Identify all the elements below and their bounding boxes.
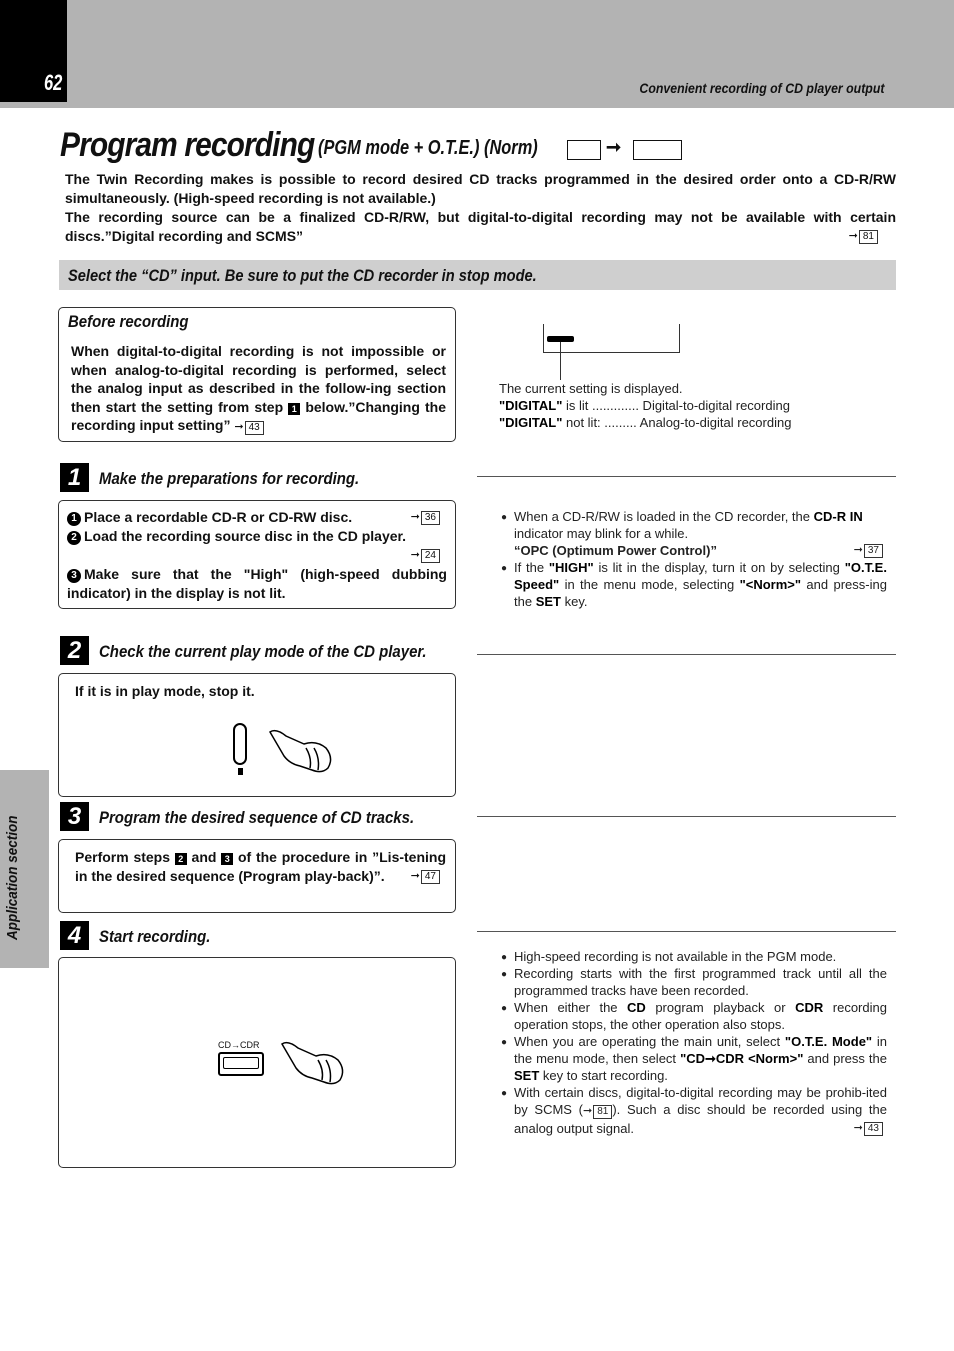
step-1-item-2-text: Load the recording source disc in the CD player. [84,528,407,544]
intro-text [65,170,896,246]
bullet-icon: ● [501,512,508,523]
step-2-body: If it is in play mode, stop it. [75,683,255,699]
before-recording-body: When digital-to-digital recording is not impossible or when analog-to-digital recording is performed, select the analog input as described in the follow-ing section then start the setting from step 1 below.”Changing the recording input setting” ➞ 43 [71,343,447,433]
before-text-b: below.”Changing the recording input setting” [71,398,447,433]
page-number: 62 [44,70,63,95]
display-source-box [567,140,601,160]
step-4-heading: Start recording. [99,927,211,946]
display-row-2 [499,414,791,431]
intro-line-1: The Twin Recording makes is possible to record desired CD tracks programmed in the desired order onto a CD-R/RW simultaneously. (High-speed recording is not available.) [65,171,896,206]
display-target-box [633,140,682,160]
stop-key-icon [234,724,246,764]
page-subtitle: (PGM mode + O.T.E.) (Norm) [318,137,538,159]
bullet-icon: ● [501,563,508,574]
note-item: ● When a CD-R/RW is loaded in the CD recorder, the CD-R IN indicator may blink for a while. [501,509,863,541]
book-icon: 36 [421,511,440,525]
display-row-1 [499,397,790,414]
note-item: ● Recording starts with the first programmed track until all the programmed tracks have been recorded. [501,966,887,998]
number-icon: 2 [67,531,81,545]
note-item: ● When either the CD program playback or CDR recording operation stops, the other operation also stops. [501,1000,887,1032]
display-row-1-key: "DIGITAL" [499,398,563,413]
divider [477,816,896,817]
side-section-label: Application section [4,815,21,940]
step-3-heading: Program the desired sequence of CD tracks. [99,808,415,827]
page-ref: ➞ 81 [849,227,878,246]
cd-cdr-key [218,1052,264,1076]
display-row-2-key: "DIGITAL" [499,415,563,430]
step-1-item-3-text: Make sure that the "High" (high-speed dubbing indicator) in the display is not lit. [67,566,447,601]
divider [477,931,896,932]
instruction-banner-text: Select the “CD” input. Be sure to put the CD recorder in stop mode. [68,266,537,285]
step-1-item-1: 1 Place a recordable CD-R or CD-RW disc. ➞ 36 [67,508,443,527]
note-item: ● High-speed recording is not available in the PGM mode. [501,949,837,964]
display-row-2-text: not lit: ......... Analog-to-digital recording [565,415,792,430]
indicator-leader-line [560,342,561,380]
intro-line-2-text: The recording source can be a finalized CD-R/RW, but digital-to-digital recording may not be available with certain discs.”Digital recording and SCMS” [65,209,896,244]
step-4-icon: 4 [60,921,89,950]
book-icon: 81 [859,230,878,244]
step-1-heading: Make the preparations for recording. [99,469,360,488]
section-title: Convenient recording of CD player output [638,80,884,96]
pointing-hand-icon [276,1036,350,1090]
note-item: ● If the "HIGH" is lit in the display, turn it on by selecting "O.T.E. Speed" in the menu mode, selecting "<Norm>" and press-ing the SET key. [501,560,887,609]
step-ref-icon: 3 [221,853,233,865]
step-1-item-2: 2 Load the recording source disc in the CD player. ➞ 24 [67,527,443,565]
bullet-icon: ● [501,1003,508,1014]
intro-line-2 [65,208,896,246]
arrow-icon: ➞ [606,137,622,157]
page-title: Program recording [60,126,315,164]
number-icon: 3 [67,569,81,583]
bullet-icon: ● [501,952,508,963]
divider [477,654,896,655]
step-1-icon: 1 [60,463,89,492]
book-icon: 47 [421,870,440,884]
book-icon: 43 [864,1122,883,1136]
book-icon: 24 [421,549,440,563]
bullet-icon: ● [501,1037,508,1048]
book-icon: 81 [593,1105,612,1119]
book-icon: 43 [245,421,264,435]
display-row-1-text: is lit ............. Digital-to-digital recording [565,398,790,413]
step-1-item-1-text: Place a recordable CD-R or CD-RW disc. [84,509,353,525]
display-caption: The current setting is displayed. [499,381,683,396]
book-icon: 37 [864,544,883,558]
step-1-notes [501,508,887,610]
before-text-a: When digital-to-digital recording is not impossible or when analog-to-digital recording is performed, select the analog input as described in the follow-ing section then start the setting from step [71,343,446,415]
note-item: ● With certain discs, digital-to-digital recording may be prohib-ited by SCMS (➞ 81 ). Such a disc should be recorded using the analog output signal. ➞ 43 [501,1085,887,1136]
step-2-heading: Check the current play mode of the CD player. [99,642,427,661]
step-ref-icon: 1 [288,403,300,415]
step-ref-icon: 2 [175,853,187,865]
before-recording-heading: Before recording [68,312,189,331]
step-1-item-3 [67,565,447,603]
step-2-icon: 2 [60,636,89,665]
stop-key-illustration [228,718,338,780]
step-4-notes [501,948,887,1137]
bullet-icon: ● [501,969,508,980]
cd-cdr-key-label: CD→CDR [218,1040,260,1050]
bullet-icon: ● [501,1088,508,1099]
step-3-icon: 3 [60,802,89,831]
divider [477,476,896,477]
step-3-body: Perform steps 2 and 3 of the procedure in ”Lis-tening in the desired sequence (Program play-back)”. ➞ 47 [75,849,447,884]
pointing-hand-icon [270,731,331,772]
note-opc-ref: “OPC (Optimum Power Control)” ➞ 37 [514,542,887,559]
number-icon: 1 [67,512,81,526]
note-item: ● When you are operating the main unit, select "O.T.E. Mode" in the menu mode, then select "CD➞CDR <Norm>" and press the SET key to start recording. [501,1034,887,1083]
